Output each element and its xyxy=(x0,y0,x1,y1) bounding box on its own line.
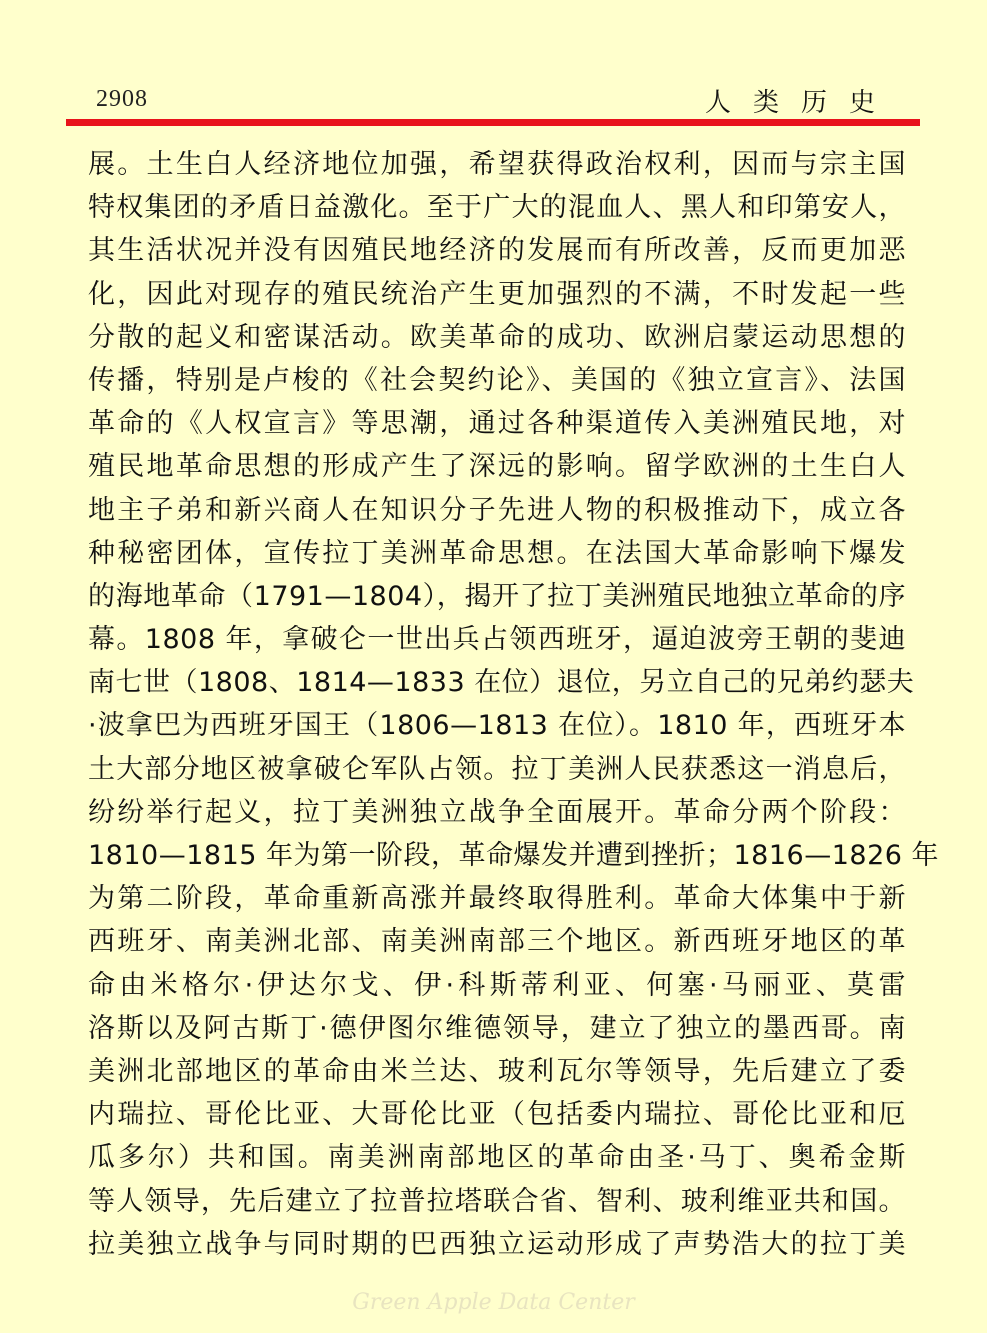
header-rule xyxy=(66,119,920,126)
text-line: 内瑞拉、哥伦比亚、大哥伦比亚（包括委内瑞拉、哥伦比亚和厄 xyxy=(88,1099,906,1131)
text-line: 其生活状况并没有因殖民地经济的发展而有所改善，反而更加恶 xyxy=(88,235,906,267)
text-line: 美洲北部地区的革命由米兰达、玻利瓦尔等领导，先后建立了委 xyxy=(88,1055,906,1087)
text-line: ·波拿巴为西班牙国王（1806—1813 在位）。1810 年，西班牙本 xyxy=(88,710,906,742)
text-line: 南七世（1808、1814—1833 在位）退位，另立自己的兄弟约瑟夫 xyxy=(88,667,915,699)
text-line: 等人领导，先后建立了拉普拉塔联合省、智利、玻利维亚共和国。 xyxy=(88,1185,906,1217)
text-line: 土大部分地区被拿破仑军队占领。拉丁美洲人民获悉这一消息后， xyxy=(88,753,906,785)
text-line: 的海地革命（1791—1804），揭开了拉丁美洲殖民地独立革命的序 xyxy=(88,580,906,612)
running-title: 人类历史 xyxy=(704,88,897,118)
text-line: 殖民地革命思想的形成产生了深远的影响。留学欧洲的土生白人 xyxy=(88,451,906,483)
text-line: 革命的《人权宣言》等思潮，通过各种渠道传入美洲殖民地，对 xyxy=(88,408,906,440)
text-line: 种秘密团体，宣传拉丁美洲革命思想。在法国大革命影响下爆发 xyxy=(88,537,906,569)
page-header xyxy=(0,0,987,130)
text-line: 瓜多尔）共和国。南美洲南部地区的革命由圣·马丁、奥希金斯 xyxy=(88,1142,906,1174)
text-line: 分散的起义和密谋活动。欧美革命的成功、欧洲启蒙运动思想的 xyxy=(88,321,906,353)
text-line: 传播，特别是卢梭的《社会契约论》、美国的《独立宣言》、法国 xyxy=(88,364,906,396)
watermark: Green Apple Data Center xyxy=(352,1290,635,1315)
text-line: 拉美独立战争与同时期的巴西独立运动形成了声势浩大的拉丁美 xyxy=(88,1228,906,1260)
text-line: 纷纷举行起义，拉丁美洲独立战争全面展开。革命分两个阶段： xyxy=(88,796,906,828)
text-line: 展。土生白人经济地位加强，希望获得政治权利，因而与宗主国 xyxy=(88,149,906,180)
text-line: 幕。1808 年，拿破仑一世出兵占领西班牙，逼迫波旁王朝的斐迪 xyxy=(88,624,906,656)
text-line: 洛斯以及阿古斯丁·德伊图尔维德领导，建立了独立的墨西哥。南 xyxy=(88,1012,906,1044)
text-line: 特权集团的矛盾日益激化。至于广大的混血人、黑人和印第安人， xyxy=(88,192,906,224)
text-line: 命由米格尔·伊达尔戈、伊·科斯蒂利亚、何塞·马丽亚、莫雷 xyxy=(88,969,906,1001)
page-number: 2908 xyxy=(96,86,148,112)
text-line: 化，因此对现存的殖民统治产生更加强烈的不满，不时发起一些 xyxy=(88,278,906,310)
text-line: 西班牙、南美洲北部、南美洲南部三个地区。新西班牙地区的革 xyxy=(88,926,906,958)
text-line: 为第二阶段，革命重新高涨并最终取得胜利。革命大体集中于新 xyxy=(88,883,906,915)
text-line: 1810—1815 年为第一阶段，革命爆发并遭到挫折；1816—1826 年 xyxy=(88,840,940,871)
text-line: 地主子弟和新兴商人在知识分子先进人物的积极推动下，成立各 xyxy=(88,494,906,526)
body-text xyxy=(88,143,940,1266)
